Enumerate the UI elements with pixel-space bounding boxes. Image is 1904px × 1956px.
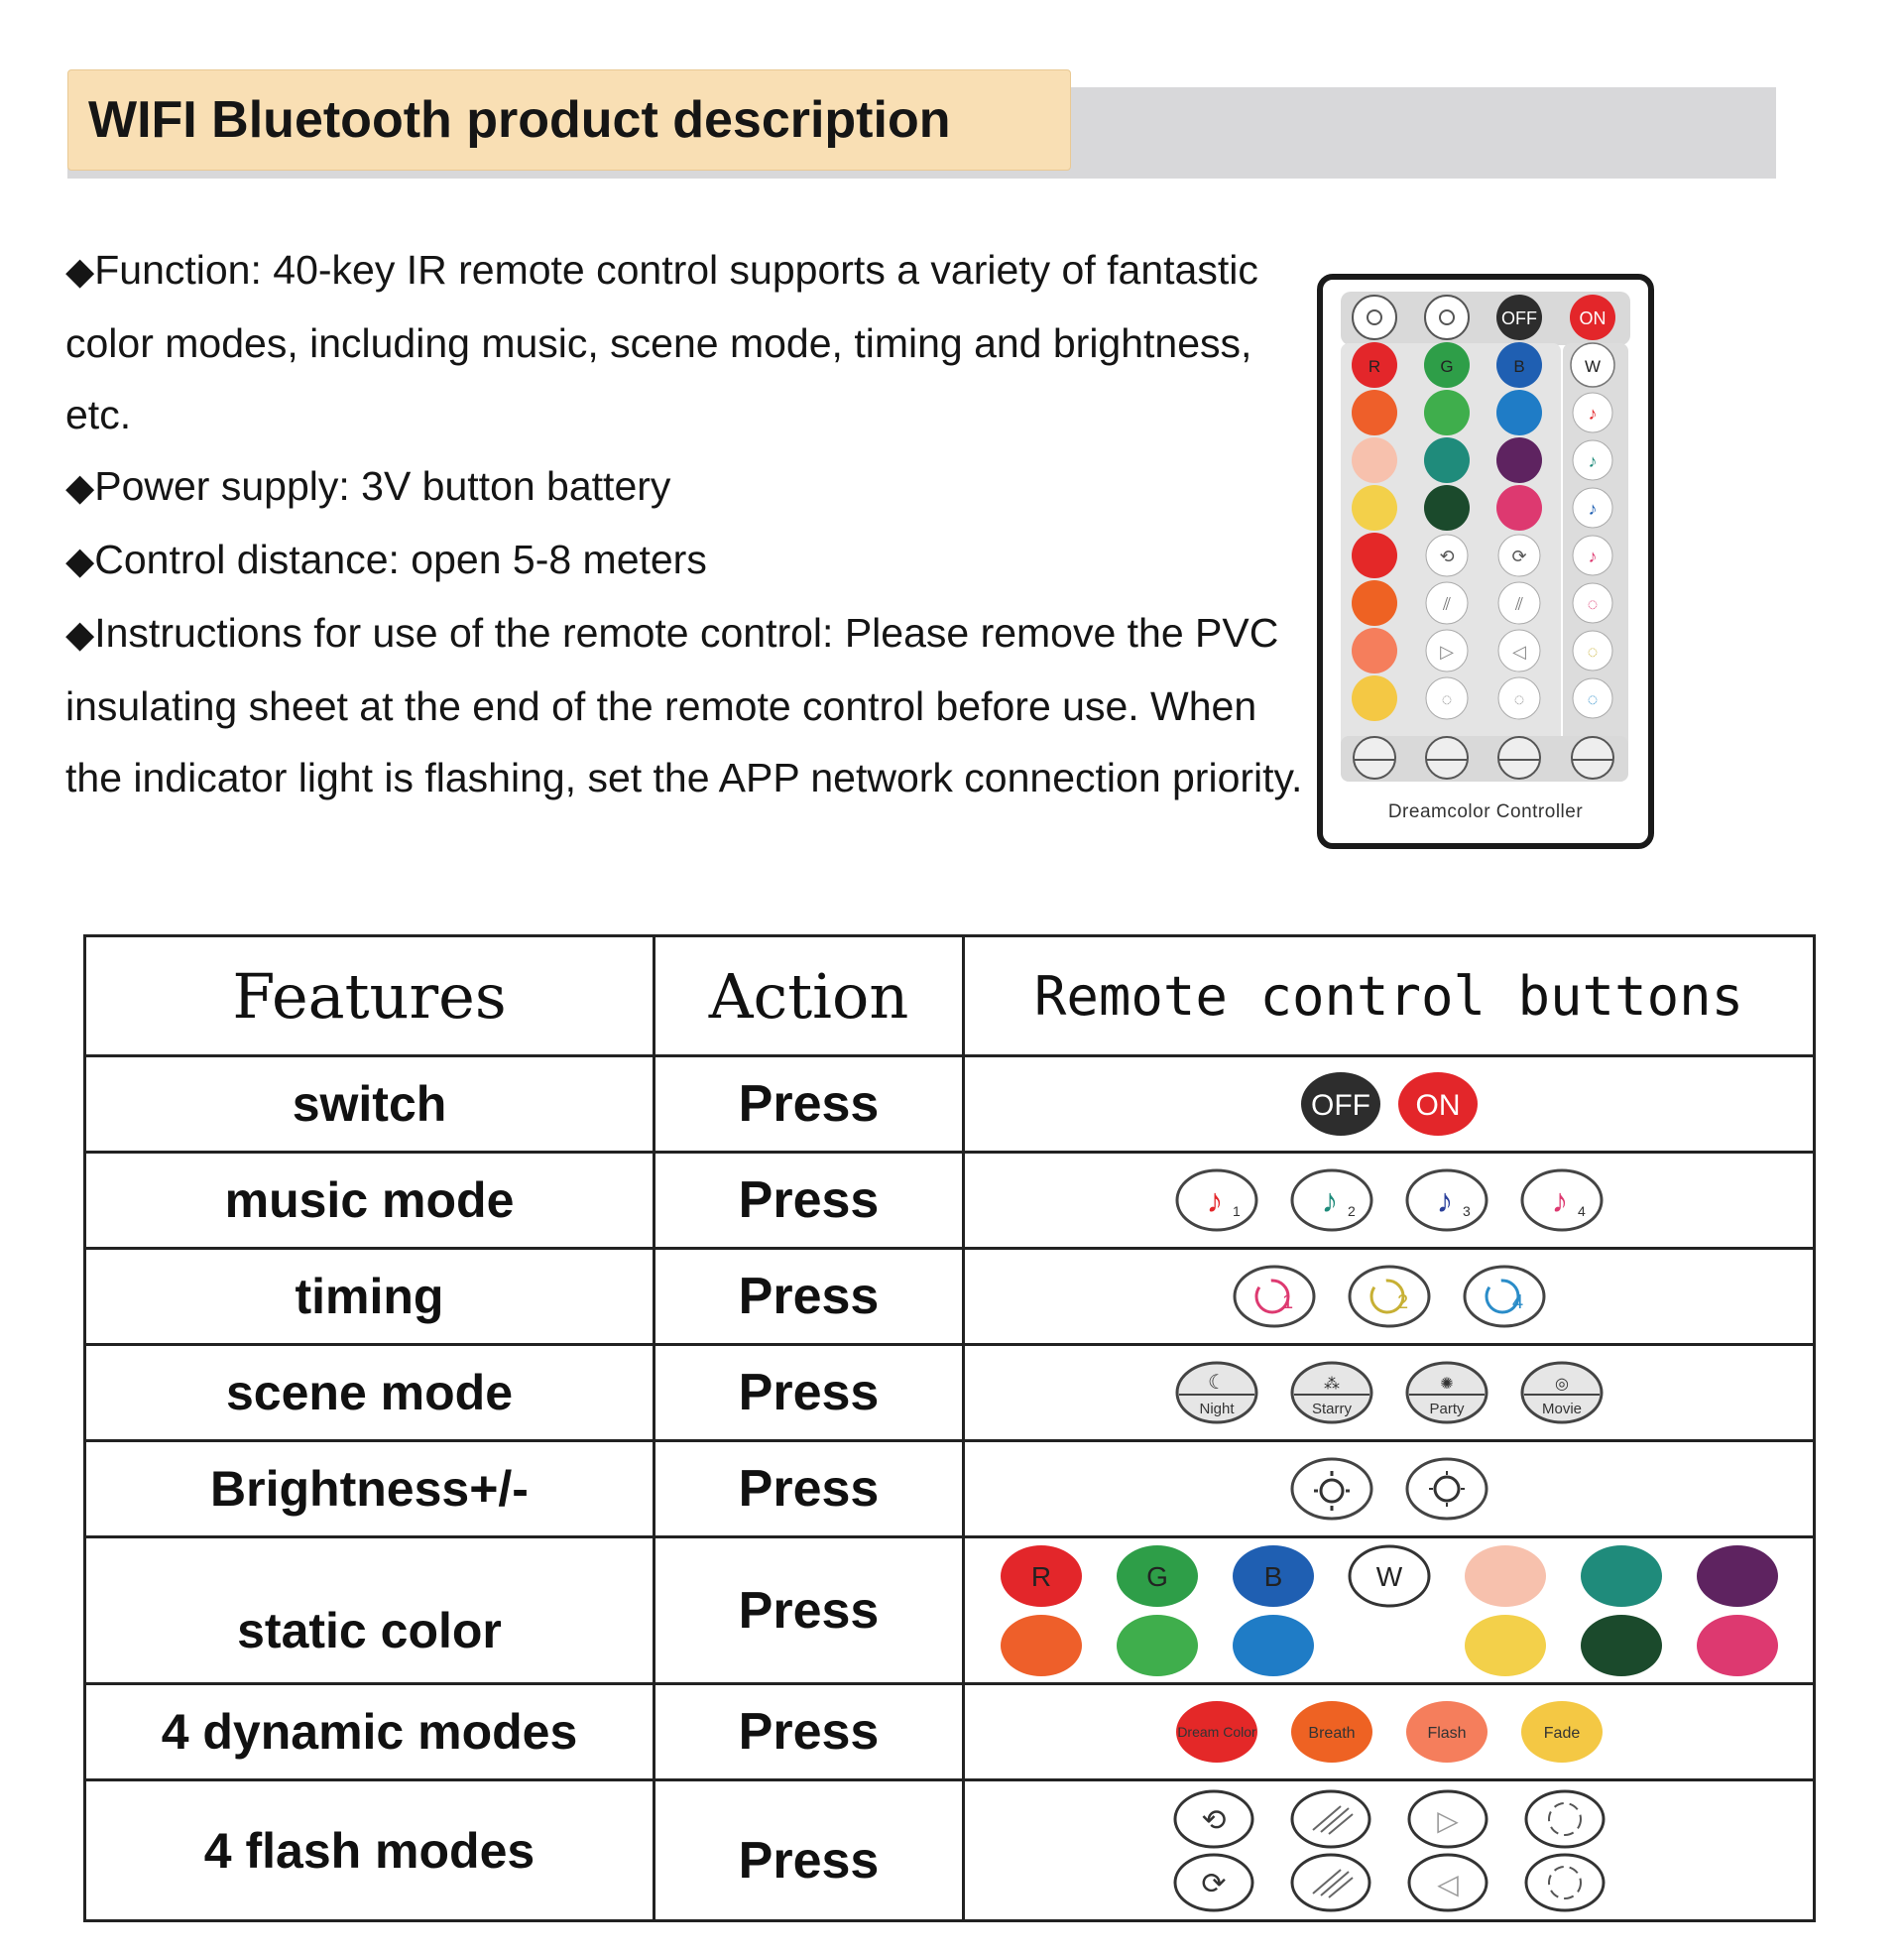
product-description bbox=[65, 234, 1305, 813]
remote-caption: Dreamcolor Controller bbox=[1387, 801, 1584, 822]
fade-right-icon bbox=[1406, 1788, 1489, 1850]
remote-keypad bbox=[1323, 280, 1648, 843]
svg-text:R: R bbox=[1030, 1560, 1051, 1592]
action-cell: Press bbox=[654, 1153, 964, 1249]
svg-text:B: B bbox=[1263, 1560, 1282, 1592]
feature-cell: music mode bbox=[85, 1153, 654, 1249]
table-row bbox=[85, 1780, 1815, 1921]
svg-text:♪: ♪ bbox=[1436, 1182, 1453, 1220]
buttons-cell bbox=[964, 1537, 1815, 1684]
svg-text:W: W bbox=[1584, 357, 1602, 376]
feature-cell: 4 dynamic modes bbox=[85, 1684, 654, 1780]
feature-cell: Brightness+/- bbox=[85, 1441, 654, 1537]
svg-text:Dream Color: Dream Color bbox=[1176, 1724, 1256, 1740]
svg-text:♪: ♪ bbox=[1588, 451, 1598, 471]
dream-color-mode-icon bbox=[1175, 1700, 1258, 1764]
table-row bbox=[85, 1537, 1815, 1684]
blue-color-button-icon bbox=[1232, 1544, 1315, 1608]
svg-text:◌: ◌ bbox=[1441, 689, 1453, 709]
svg-text:⁂: ⁂ bbox=[1323, 1376, 1340, 1393]
brightness-down-icon bbox=[1425, 296, 1469, 339]
svg-text:▷: ▷ bbox=[1436, 1804, 1459, 1836]
streak-forward-icon bbox=[1289, 1788, 1372, 1850]
svg-text:4: 4 bbox=[1511, 1291, 1523, 1313]
purple-color-button-icon bbox=[1696, 1544, 1779, 1608]
dark-green-color-button-icon bbox=[1580, 1614, 1663, 1677]
header-box bbox=[67, 69, 1071, 171]
starry-scene-icon bbox=[1290, 1361, 1373, 1424]
buttons-cell bbox=[964, 1780, 1815, 1921]
teal-color-button-icon bbox=[1580, 1544, 1663, 1608]
night-scene-icon bbox=[1175, 1361, 1258, 1424]
table-row bbox=[85, 1441, 1815, 1537]
green-color-button-icon bbox=[1116, 1544, 1199, 1608]
feature-cell: switch bbox=[85, 1056, 654, 1153]
flash-mode-icon bbox=[1405, 1700, 1488, 1764]
svg-text:4: 4 bbox=[1577, 1203, 1586, 1219]
svg-text:⟲: ⟲ bbox=[1439, 547, 1455, 566]
svg-text:1: 1 bbox=[1232, 1203, 1241, 1219]
off-button-icon bbox=[1299, 1070, 1382, 1138]
svg-text:◎: ◎ bbox=[1554, 1376, 1569, 1393]
feature-cell: 4 flash modes bbox=[85, 1780, 654, 1921]
svg-text:2: 2 bbox=[1396, 1291, 1408, 1313]
white-color-button-icon bbox=[1348, 1544, 1431, 1608]
header-action: Action bbox=[654, 936, 964, 1056]
svg-text:♪: ♪ bbox=[1588, 499, 1598, 519]
svg-text:✺: ✺ bbox=[1439, 1376, 1454, 1393]
pink-color-button-icon bbox=[1696, 1614, 1779, 1677]
svg-text:Starry: Starry bbox=[1311, 1401, 1352, 1417]
buttons-cell bbox=[964, 1249, 1815, 1345]
action-cell: Press bbox=[654, 1684, 964, 1780]
static-color-grid bbox=[965, 1544, 1813, 1677]
svg-text:♪: ♪ bbox=[1321, 1182, 1338, 1220]
table-row bbox=[85, 1153, 1815, 1249]
svg-text:R: R bbox=[1368, 357, 1381, 376]
svg-text:Movie: Movie bbox=[1541, 1401, 1582, 1417]
page-title: WIFI Bluetooth product description bbox=[88, 91, 951, 149]
circle-forward-icon bbox=[1523, 1788, 1606, 1850]
svg-text:W: W bbox=[1375, 1560, 1402, 1592]
svg-text:Night: Night bbox=[1198, 1401, 1235, 1417]
breath-mode-icon bbox=[1290, 1700, 1373, 1764]
peach-color-button-icon bbox=[1464, 1544, 1547, 1608]
svg-text:Flash: Flash bbox=[1426, 1725, 1467, 1742]
streak-backward-icon bbox=[1289, 1852, 1372, 1913]
timer-4-icon bbox=[1463, 1265, 1546, 1328]
desc-function bbox=[65, 234, 1265, 450]
svg-text:Breath: Breath bbox=[1307, 1725, 1356, 1742]
table-row bbox=[85, 1684, 1815, 1780]
fade-mode-icon bbox=[1520, 1700, 1604, 1764]
buttons-cell bbox=[964, 1056, 1815, 1153]
header-features: Features bbox=[85, 936, 654, 1056]
svg-text:▷: ▷ bbox=[1440, 642, 1454, 662]
bullet-icon: ◆ bbox=[65, 541, 95, 582]
desc-distance-text: Control distance: open 5-8 meters bbox=[94, 537, 707, 582]
timer-1-icon bbox=[1233, 1265, 1316, 1328]
bullet-icon: ◆ bbox=[65, 614, 95, 656]
circle-backward-icon bbox=[1523, 1852, 1606, 1913]
svg-text:G: G bbox=[1440, 357, 1454, 376]
svg-text:G: G bbox=[1145, 1560, 1168, 1592]
brightness-down-icon bbox=[1405, 1457, 1488, 1521]
svg-text:Fade: Fade bbox=[1543, 1725, 1580, 1742]
svg-text:♪: ♪ bbox=[1588, 404, 1598, 424]
svg-text:◌: ◌ bbox=[1513, 689, 1525, 709]
music-4-icon bbox=[1520, 1168, 1604, 1232]
desc-power-text: Power supply: 3V button battery bbox=[94, 463, 671, 509]
action-cell: Press bbox=[654, 1249, 964, 1345]
buttons-cell bbox=[964, 1153, 1815, 1249]
table-row bbox=[85, 1056, 1815, 1153]
svg-text:B: B bbox=[1513, 357, 1525, 376]
svg-text:◌: ◌ bbox=[1587, 594, 1599, 614]
action-cell: Press bbox=[654, 1537, 964, 1684]
action-cell: Press bbox=[654, 1345, 964, 1441]
svg-text:◁: ◁ bbox=[1512, 642, 1526, 662]
desc-function-text: Function: 40-key IR remote control supports a variety of fantastic color modes, including music, scene mode, timing and brightness, etc. bbox=[65, 247, 1258, 437]
feature-cell: static color bbox=[85, 1537, 654, 1684]
svg-text:OFF: OFF bbox=[1501, 308, 1537, 328]
action-cell: Press bbox=[654, 1056, 964, 1153]
svg-text:♪: ♪ bbox=[1206, 1182, 1223, 1220]
svg-text:ON: ON bbox=[1415, 1089, 1460, 1122]
svg-text:Party: Party bbox=[1428, 1401, 1465, 1417]
buttons-cell bbox=[964, 1684, 1815, 1780]
orange-color-button-icon bbox=[1000, 1614, 1083, 1677]
desc-distance bbox=[65, 524, 1305, 597]
on-button-icon bbox=[1396, 1070, 1480, 1138]
empty-slot bbox=[1348, 1614, 1431, 1677]
action-cell: Press bbox=[654, 1780, 964, 1921]
yellow-color-button-icon bbox=[1464, 1614, 1547, 1677]
table-row bbox=[85, 1345, 1815, 1441]
table-row bbox=[85, 1249, 1815, 1345]
table-header-row bbox=[85, 936, 1815, 1056]
desc-instructions bbox=[65, 597, 1305, 813]
action-cell: Press bbox=[654, 1441, 964, 1537]
svg-text:ON: ON bbox=[1579, 308, 1606, 328]
music-1-icon bbox=[1175, 1168, 1258, 1232]
desc-power bbox=[65, 450, 1305, 524]
party-scene-icon bbox=[1405, 1361, 1488, 1424]
svg-text:◌: ◌ bbox=[1587, 689, 1599, 709]
svg-text:1: 1 bbox=[1281, 1291, 1293, 1313]
light-green-color-button-icon bbox=[1116, 1614, 1199, 1677]
svg-text:⫽: ⫽ bbox=[1514, 594, 1524, 614]
brightness-up-icon bbox=[1353, 296, 1396, 339]
header-buttons: Remote control buttons bbox=[964, 936, 1815, 1056]
svg-text:♪: ♪ bbox=[1588, 547, 1598, 566]
red-color-button-icon bbox=[1000, 1544, 1083, 1608]
buttons-cell bbox=[964, 1345, 1815, 1441]
svg-text:⟳: ⟳ bbox=[1511, 547, 1527, 566]
svg-text:3: 3 bbox=[1462, 1203, 1471, 1219]
bullet-icon: ◆ bbox=[65, 251, 95, 293]
feature-cell: timing bbox=[85, 1249, 654, 1345]
movie-scene-icon bbox=[1520, 1361, 1604, 1424]
timer-2-icon bbox=[1348, 1265, 1431, 1328]
features-table bbox=[83, 934, 1816, 1922]
music-2-icon bbox=[1290, 1168, 1373, 1232]
svg-text:♪: ♪ bbox=[1551, 1182, 1568, 1220]
svg-text:☾: ☾ bbox=[1207, 1372, 1226, 1394]
svg-text:⫽: ⫽ bbox=[1442, 594, 1452, 614]
brightness-up-icon bbox=[1290, 1457, 1373, 1521]
svg-text:◁: ◁ bbox=[1436, 1868, 1459, 1899]
svg-text:⟲: ⟲ bbox=[1200, 1803, 1227, 1837]
svg-text:2: 2 bbox=[1347, 1203, 1356, 1219]
desc-instructions-text: Instructions for use of the remote control: Please remove the PVC insulating sheet at the end of the remote control before use. When the indicator light is flashing, set the APP network connection priority. bbox=[65, 610, 1303, 800]
flash-mode-grid bbox=[965, 1788, 1813, 1913]
svg-text:OFF: OFF bbox=[1310, 1089, 1370, 1122]
jump-forward-icon bbox=[1172, 1788, 1255, 1850]
feature-cell: scene mode bbox=[85, 1345, 654, 1441]
light-blue-color-button-icon bbox=[1232, 1614, 1315, 1677]
svg-text:◌: ◌ bbox=[1587, 642, 1599, 662]
remote-control-image bbox=[1317, 274, 1654, 849]
buttons-cell bbox=[964, 1441, 1815, 1537]
svg-text:⟳: ⟳ bbox=[1200, 1867, 1227, 1900]
music-3-icon bbox=[1405, 1168, 1488, 1232]
jump-backward-icon bbox=[1172, 1852, 1255, 1913]
fade-left-icon bbox=[1406, 1852, 1489, 1913]
bullet-icon: ◆ bbox=[65, 467, 95, 509]
